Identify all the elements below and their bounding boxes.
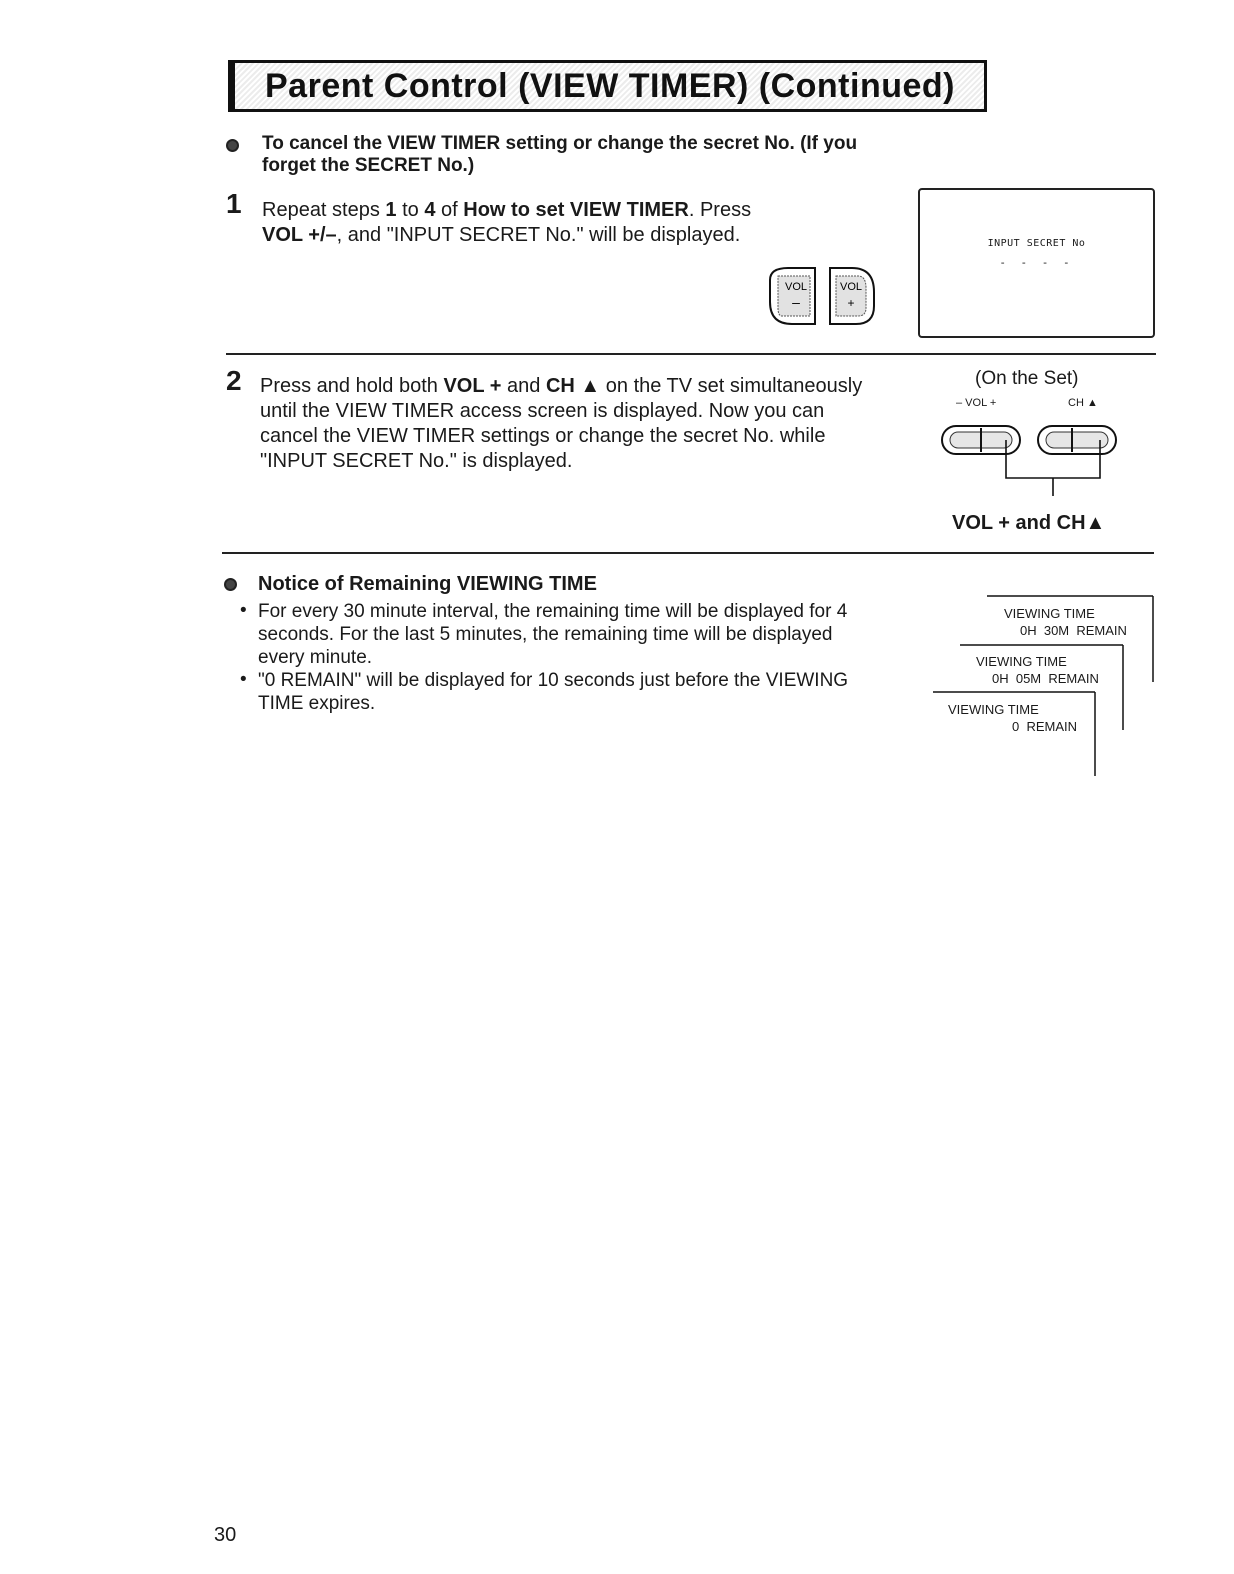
set-vol-rocker-icon <box>942 426 1020 454</box>
screen-secret-dashes: - - - - <box>999 256 1074 269</box>
step1-text <box>262 198 902 248</box>
page-title-bar <box>228 60 987 112</box>
step1-text-part: Repeat steps <box>262 199 386 221</box>
vol-minus-sign: – <box>792 294 800 310</box>
vol-plus-label: VOL <box>839 281 863 293</box>
list-item <box>238 669 898 715</box>
vol-plus-sign: + <box>847 296 855 310</box>
step-number-1: 1 <box>226 188 242 219</box>
osd-30m-line2: 0H 30M REMAIN <box>1020 623 1127 638</box>
step1-text-part: . Press <box>688 199 752 221</box>
page-number: 30 <box>214 1524 237 1546</box>
small-bullet-icon: • <box>240 600 247 621</box>
step1-step-start: 1 <box>385 199 397 221</box>
notice-bullet2-line: "0 REMAIN" will be displayed for 10 seconds just before the VIEWING <box>258 670 849 691</box>
notice-bullet2-line: TIME expires. <box>258 693 376 714</box>
step1-text-part: , and "INPUT SECRET No." will be displayed. <box>336 224 741 246</box>
vol-button-caption: – VOL + <box>956 397 997 409</box>
step2-text-part: on the TV set simultaneously <box>600 375 863 397</box>
divider <box>222 552 1154 554</box>
step2-vol-key: VOL + <box>443 375 502 397</box>
step1-vol-keys: VOL +/– <box>262 224 337 246</box>
step1-line2 <box>262 223 902 248</box>
step2-line3: cancel the VIEW TIMER settings or change the secret No. while <box>260 425 826 447</box>
cancel-note-line2: forget the SECRET No.) <box>262 155 475 176</box>
step2-text-part: and <box>501 375 546 397</box>
title-underline <box>235 110 984 112</box>
step2-line2: until the VIEW TIMER access screen is displayed. Now you can <box>260 400 825 422</box>
list-item <box>238 600 898 669</box>
tv-screen-input-secret <box>918 188 1155 338</box>
osd-0-line1: VIEWING TIME <box>948 702 1039 717</box>
vol-minus-label: VOL <box>784 281 808 293</box>
cancel-note-line1: To cancel the VIEW TIMER setting or change the secret No. (If you <box>262 133 858 154</box>
osd-05m-line1: VIEWING TIME <box>976 654 1067 669</box>
step1-text-part: to <box>396 199 425 221</box>
step1-text-part: of <box>435 199 464 221</box>
ch-button-caption: CH ▲ <box>1068 397 1098 409</box>
notice-bullet-list <box>238 600 898 715</box>
set-ch-rocker-icon <box>1038 426 1116 454</box>
combo-button-label: VOL + and CH▲ <box>952 512 1106 534</box>
step1-reference: How to set VIEW TIMER <box>463 199 689 221</box>
notice-bullet1-line: seconds. For the last 5 minutes, the remaining time will be displayed <box>258 624 833 645</box>
step1-step-end: 4 <box>424 199 436 221</box>
notice-heading: Notice of Remaining VIEWING TIME <box>258 573 597 595</box>
step2-text-part: Press and hold both <box>260 375 444 397</box>
on-the-set-caption: (On the Set) <box>975 368 1079 389</box>
osd-05m-line2: 0H 05M REMAIN <box>992 671 1099 686</box>
osd-30m-line1: VIEWING TIME <box>1004 606 1095 621</box>
step2-line4: "INPUT SECRET No." is displayed. <box>260 450 573 472</box>
divider <box>226 353 1156 355</box>
remote-vol-buttons-illustration <box>760 262 880 330</box>
step2-text <box>260 374 900 474</box>
osd-0-line2: 0 REMAIN <box>1012 719 1078 734</box>
step2-ch-key: CH ▲ <box>545 375 601 397</box>
notice-bullet1-line: For every 30 minute interval, the remaining time will be displayed for 4 <box>258 601 848 622</box>
vol-plus-button-icon <box>830 268 874 324</box>
step-number-2: 2 <box>226 365 242 396</box>
cancel-note <box>262 133 857 177</box>
step2-line1 <box>260 374 900 399</box>
vol-minus-button-icon <box>770 268 815 324</box>
set-buttons-illustration <box>938 416 1124 498</box>
step1-line1 <box>262 198 902 223</box>
small-bullet-icon: • <box>240 669 247 690</box>
page-title: Parent Control (VIEW TIMER) (Continued) <box>265 67 955 105</box>
bullet-icon <box>226 139 239 152</box>
notice-bullet1-line: every minute. <box>258 647 373 668</box>
screen-input-secret-text: INPUT SECRET No <box>987 238 1086 249</box>
bullet-icon <box>224 578 237 591</box>
